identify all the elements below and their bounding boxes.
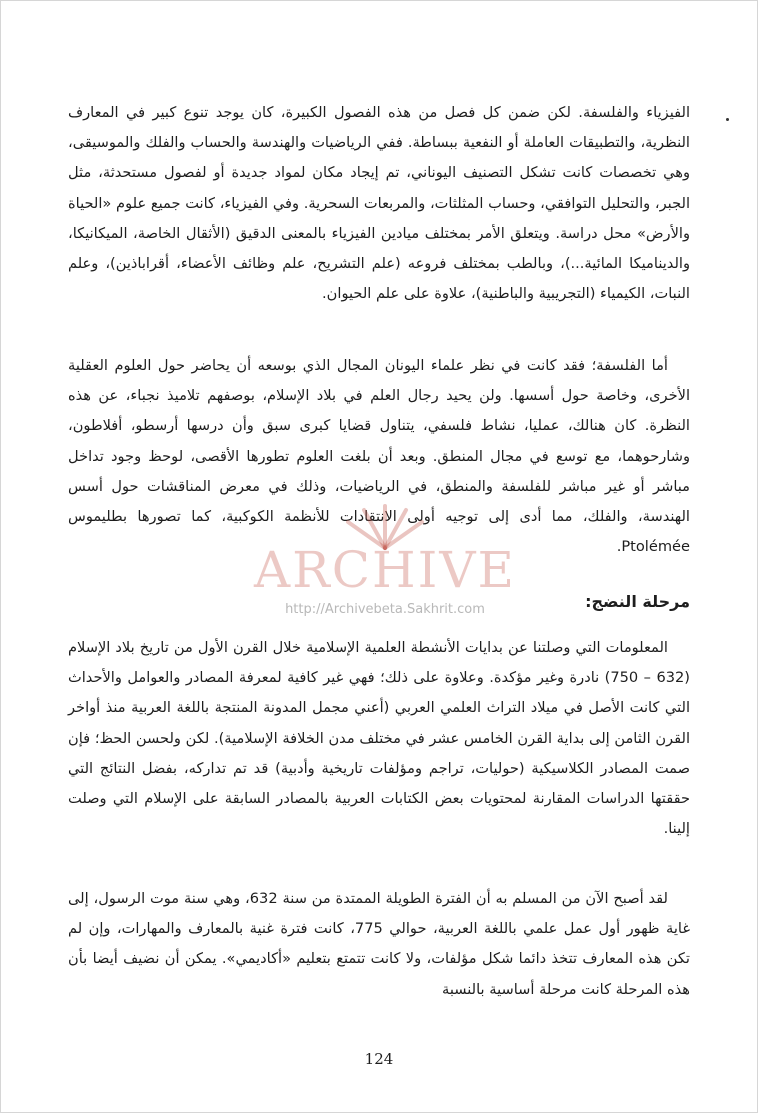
watermark-title: ARCHIVE	[254, 541, 516, 599]
section-heading: مرحلة النضج:	[585, 592, 690, 611]
stray-dot	[726, 118, 729, 121]
paragraph-2: أما الفلسفة؛ فقد كانت في نظر علماء اليونان المجال الذي بوسعه أن يحاضر حول العلوم العقلية الأخرى، وخاصة حول أسسها. ولن يحيد رجال العلم في بلاد الإسلام، بوصفهم تلاميذ نجباء، عن هذه النظرة. كان هنالك، عمليا، نشاط فلسفي، يتناول قضايا كبرى سبق وأن درسها أرسطو، أفلاطون، وشارحوهما، مع توسع في مجال المنطق. وبعد أن بلغت العلوم تطورها الأقصى، لوحظ وجود تداخل مباشر أو غير مباشر للفلسفة والمنطق، في الرياضيات، وذلك في معرض المناقشات حول أسس الهندسة، والفلك، مما أدى إلى توجيه أولى الانتقادات للأنظمة الكوكبية، كما تصورها بطليموس Ptolémée.	[68, 357, 690, 556]
paragraph-1: الفيزياء والفلسفة. لكن ضمن كل فصل من هذه الفصول الكبيرة، كان يوجد تنوع كبير في المعارف النظرية، والتطبيقات العاملة أو النفعية ببساطة. ففي الرياضيات والهندسة والحساب والفلك والموسيقى، وهي تخصصات كانت تشكل التصنيف اليوناني، تم إيجاد مكان لمواد جديدة أو لفصول مستحدثة، مثل الجبر، والتحليل التوافقي، وحساب المثلثات، والمربعات السحرية. وفي الفيزياء، كانت جميع علوم «الحياة والأرض» محل دراسة. ويتعلق الأمر بمختلف ميادين الفيزياء بالمعنى الدقيق (الأثقال الخاصة، الميكانيكا، والديناميكا المائية...)، وبالطب بمختلف فروعه (علم التشريح، علم وظائف الأعضاء، أقراباذين)، وعلم النبات، الكيمياء (التجريبية والباطنية)، علاوة على علم الحيوان.	[68, 104, 690, 303]
paragraph-3: المعلومات التي وصلتنا عن بدايات الأنشطة العلمية الإسلامية خلال القرن الأول من تاريخ بلاد الإسلام (632 – 750) نادرة وغير مؤكدة. وعلاوة على ذلك؛ فهي غير كافية لمعرفة المصادر والعوامل والأحداث التي كانت الأصل في ميلاد التراث العلمي العربي (أعني مجمل المدونة المنتجة باللغة العربية منذ أواخر القرن الثامن إلى بداية القرن الخامس عشر في مختلف مدن الخلافة الإسلامية). لكن ولحسن الحظ؛ فإن صمت المصادر الكلاسيكية (حوليات، تراجم ومؤلفات تاريخية وأدبية) قد تم تداركه، بفضل النتائج التي حققتها الدراسات المقارنة لمحتويات بعض الكتابات العربية بالمصادر السابقة على الإسلام التي وصلت إلينا.	[68, 639, 690, 838]
paragraph-4: لقد أصبح الآن من المسلم به أن الفترة الطويلة الممتدة من سنة 632، وهي سنة موت الرسول، إلى غاية ظهور أول عمل علمي باللغة العربية، حوالي 775، كانت فترة غنية بالمعارف والمهارات، وإن لم تكن هذه المعارف تتخذ دائما شكل مؤلفات، ولا كانت تتمتع بتعليم «أكاديمي». يمكن أن نضيف أيضا بأن هذه المرحلة كانت مرحلة أساسية بالنسبة	[68, 890, 690, 998]
page-number: 124	[364, 1050, 394, 1068]
watermark-url: http://Archivebeta.Sakhrit.com	[285, 602, 485, 617]
